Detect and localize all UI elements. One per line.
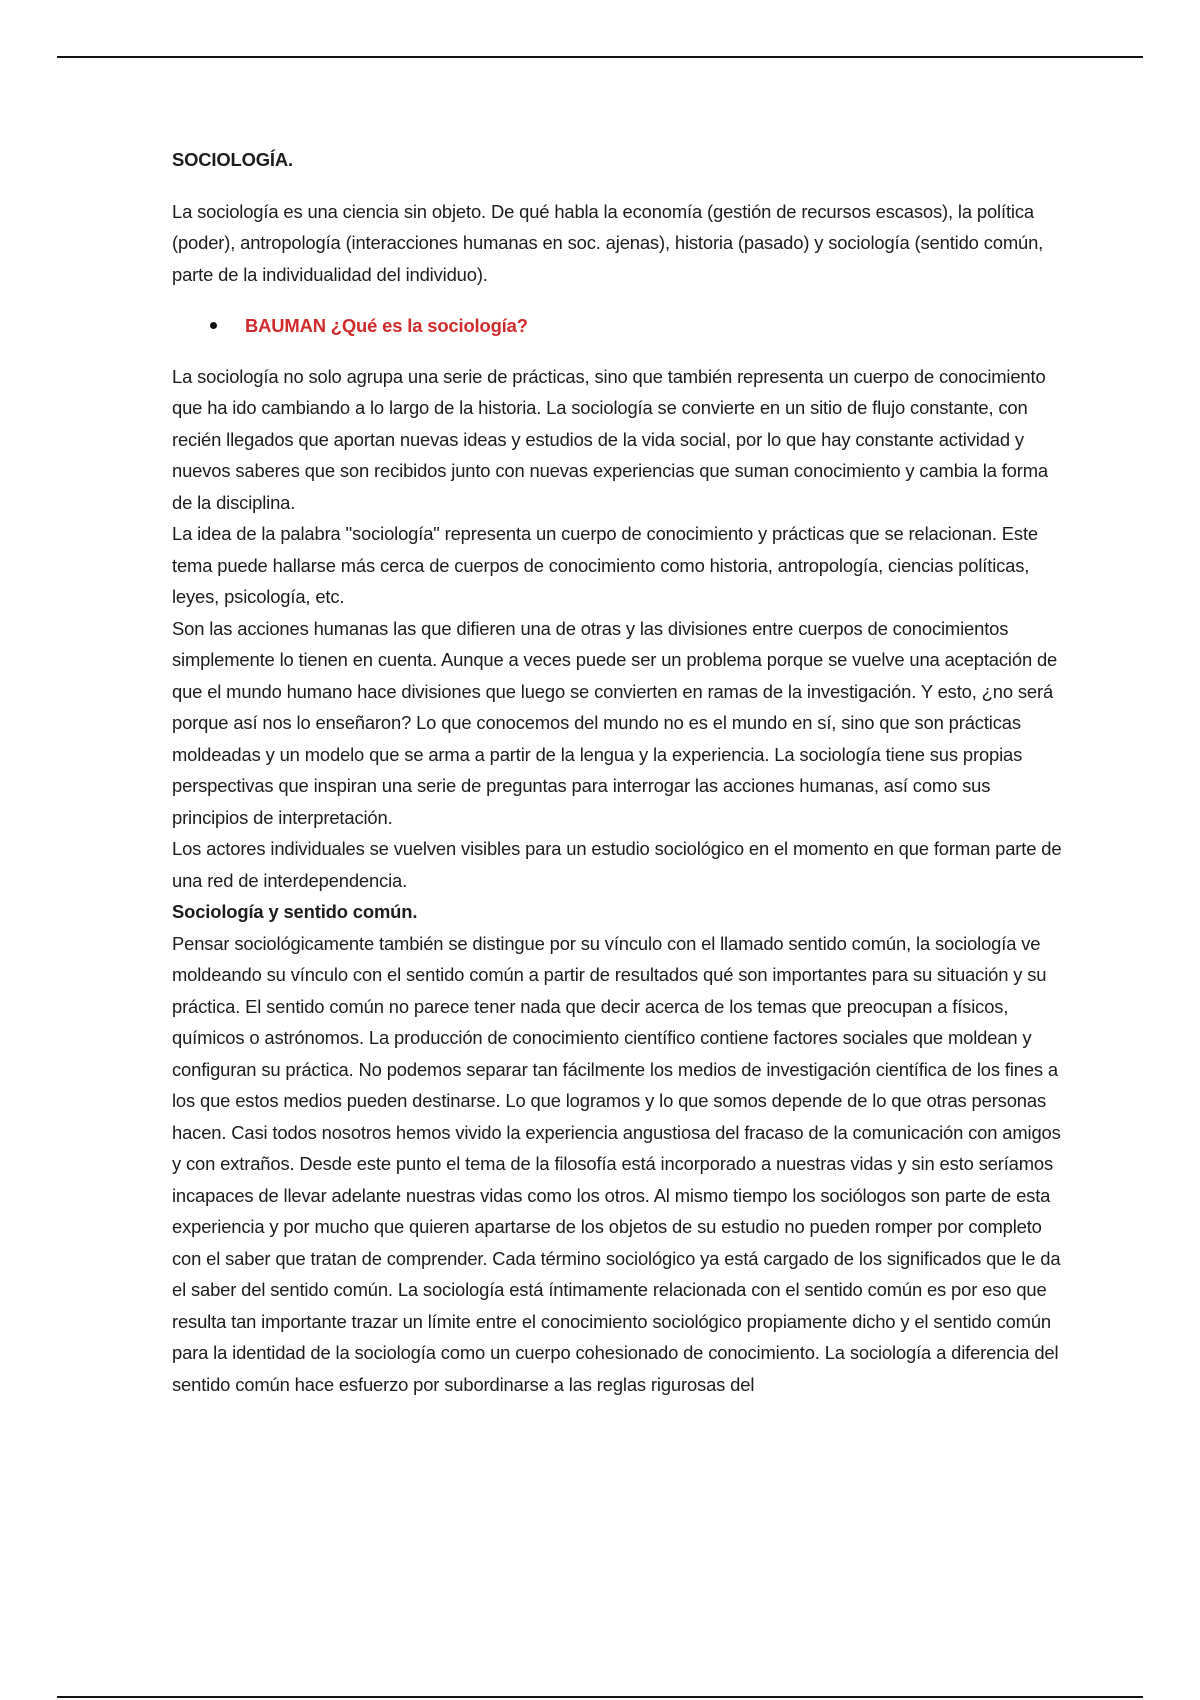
- intro-paragraph: La sociología es una ciencia sin objeto. De qué habla la economía (gestión de recursos escasos), la política (poder), antropología (interacciones humanas en soc. ajenas), historia (pasado) y sociología (sentido común, parte de la individualidad del individuo).: [172, 200, 1044, 285]
- paragraph-1: La sociología no solo agrupa una serie de prácticas, sino que también representa un cuerpo de conocimiento que ha ido cambiando a lo largo de la historia. La sociología se convierte en un sitio de flujo constante, con recién llegados que aportan nuevas ideas y estudios de la vida social, por lo que hay constante actividad y nuevos saberes que son recibidos junto con nuevas experiencias que suman conocimiento y cambia la forma de la disciplina.: [172, 365, 1048, 513]
- footer-rule: [57, 1696, 1143, 1698]
- final-paragraph: Pensar sociológicamente también se distingue por su vínculo con el llamado sentido común, la sociología ve moldeando su vínculo con el sentido común a partir de resultados qué son importantes para su situación y su práctica. El sentido común no parece tener nada que decir acerca de los temas que preocupan a físicos, químicos o astrónomos. La producción de conocimiento científico contiene factores sociales que moldean y configuran su práctica. No podemos separar tan fácilmente los medios de investigación científica de los fines a los que estos medios pueden destinarse. Lo que logramos y lo que somos depende de lo que otras personas hacen. Casi todos nosotros hemos vivido la experiencia angustiosa del fracaso de la comunicación con amigos y con extraños. Desde este punto el tema de la filosofía está incorporado a nuestras vidas y sin esto seríamos incapaces de llevar adelante nuestras vidas como los otros. Al mismo tiempo los sociólogos son parte de esta experiencia y por mucho que quieren apartarse de los objetos de su estudio no pueden romper por completo con el saber que tratan de comprender. Cada término sociológico ya está cargado de los significados que le da el saber del sentido común. La sociología está íntimamente relacionada con el sentido común es por eso que resulta tan importante trazar un límite entre el conocimiento sociológico propiamente dicho y el sentido común para la identidad de la sociología como un cuerpo cohesionado de conocimiento. La sociología a diferencia del sentido común hace esfuerzo por subordinarse a las reglas rigurosas del: [172, 932, 1061, 1395]
- paragraph-2: La idea de la palabra "sociología" representa un cuerpo de conocimiento y prácticas que se relacionan. Este tema puede hallarse más cerca de cuerpos de conocimiento como historia, antropología, ciencias políticas, leyes, psicología, etc.: [172, 523, 1039, 607]
- paragraph-3: Son las acciones humanas las que difieren una de otras y las divisiones entre cuerpos de conocimientos simplemente lo tienen en cuenta. Aunque a veces puede ser un problema porque se vuelve una aceptación de que el mundo humano hace divisiones que luego se convierten en ramas de la investigación. Y esto, ¿no será porque así nos lo enseñaron? Lo que conocemos del mundo no es el mundo en sí, sino que son prácticas moldeadas y un modelo que se arma a partir de la lengua y la experiencia. La sociología tiene sus propias perspectivas que inspiran una serie de preguntas para interrogar las acciones humanas, así como sus principios de interpretación.: [172, 617, 1058, 828]
- paragraph-4: Los actores individuales se vuelven visibles para un estudio sociológico en el momento en que forman parte de una red de interdependencia.: [172, 838, 1062, 891]
- document-body: [172, 144, 1062, 1400]
- header-rule: [57, 56, 1143, 58]
- bullet-heading: BAUMAN ¿Qué es la sociología?: [245, 315, 528, 336]
- document-title: SOCIOLOGÍA.: [172, 149, 293, 170]
- bullet-item-bauman: [172, 310, 1062, 342]
- bullet-dot-icon: [210, 322, 217, 329]
- section-subheading: Sociología y sentido común.: [172, 901, 418, 922]
